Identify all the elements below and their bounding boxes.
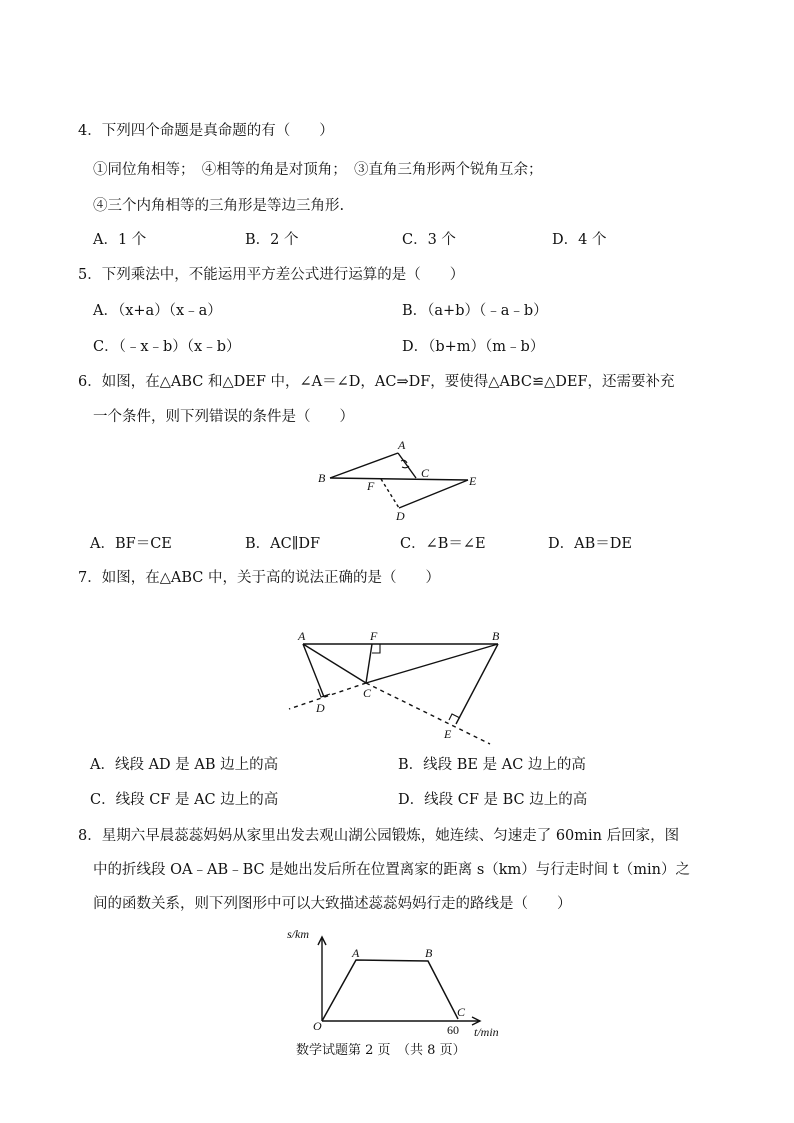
q7-stem: 7．如图，在△ABC 中，关于高的说法正确的是（ ） [78,570,440,586]
q4-option-a: A．1 个 [93,232,147,248]
q7-label-b: B [492,629,500,643]
q8-line1: 8．星期六早晨蕊蕊妈妈从家里出发去观山湖公园锻炼，她连续、匀速走了 60min 后回家，图 [78,828,680,844]
q6-label-c: C [421,466,430,480]
q8-origin-label: O [313,1019,322,1033]
q6-label-e: E [469,474,477,488]
q7-option-a: A．线段 AD 是 AB 边上的高 [90,757,279,773]
q8-y-label: s/km [287,927,309,941]
q7-label-d: D [316,701,325,715]
page-footer: 数学试题第 2 页 （共 8 页） [296,1043,466,1058]
q7-option-c: C．线段 CF 是 AC 边上的高 [90,792,279,808]
q4-line2: ④三个内角相等的三角形是等边三角形. [93,198,345,214]
q6-option-c: C．∠B＝∠E [400,536,486,552]
q4-option-d: D．4 个 [552,232,607,248]
q7-label-e: E [444,727,452,741]
q6-label-b: B [318,471,326,485]
q8-line3: 间的函数关系，则下列图形中可以大致描述蕊蕊妈妈行走的路线是（ ） [93,896,572,912]
q4-line1: ①同位角相等； ④相等的角是对顶角； ③直角三角形两个锐角互余； [93,162,543,178]
q6-option-b: B．AC∥DF [245,536,321,552]
q5-option-d: D．（b+m）（m﹣b） [402,339,545,355]
q6-label-d: D [396,509,405,523]
q8-point-b: B [425,946,433,960]
q5-option-a: A．（x+a）（x﹣a） [93,303,222,319]
q7-option-d: D．线段 CF 是 BC 边上的高 [398,792,588,808]
q7-label-c: C [363,686,372,700]
q8-line2: 中的折线段 OA﹣AB﹣BC 是她出发后所在位置离家的距离 s（km）与行走时间 t（min）之 [93,862,690,878]
q7-label-f: F [370,629,378,643]
q6-option-a: A．BF＝CE [90,536,172,552]
q7-option-b: B．线段 BE 是 AC 边上的高 [398,757,586,773]
q7-label-a: A [298,629,306,643]
q8-point-c: C [457,1005,466,1019]
q5-stem: 5．下列乘法中，不能运用平方差公式进行运算的是（ ） [78,267,465,283]
q4-stem: 4．下列四个命题是真命题的有（ ） [78,123,334,139]
q4-option-b: B．2 个 [245,232,299,248]
q8-x-label: t/min [474,1025,499,1039]
q5-option-b: B．（a+b）（﹣a﹣b） [402,303,548,319]
q8-point-a: A [352,946,360,960]
q6-label-f: F [367,479,375,493]
q6-label-a: A [398,438,406,452]
q5-option-c: C．（﹣x﹣b）（x﹣b） [93,339,241,355]
q8-polyline-oabc [322,960,458,1021]
q8-tick-60: 60 [447,1023,459,1037]
q6-stem-line2: 一个条件，则下列错误的条件是（ ） [93,409,354,425]
q6-stem-line1: 6．如图，在△ABC 和△DEF 中，∠A＝∠D，AC⇒DF，要使得△ABC≌△DEF，还需要补充 [78,374,675,390]
q6-option-d: D．AB＝DE [548,536,632,552]
q4-option-c: C．3 个 [402,232,456,248]
